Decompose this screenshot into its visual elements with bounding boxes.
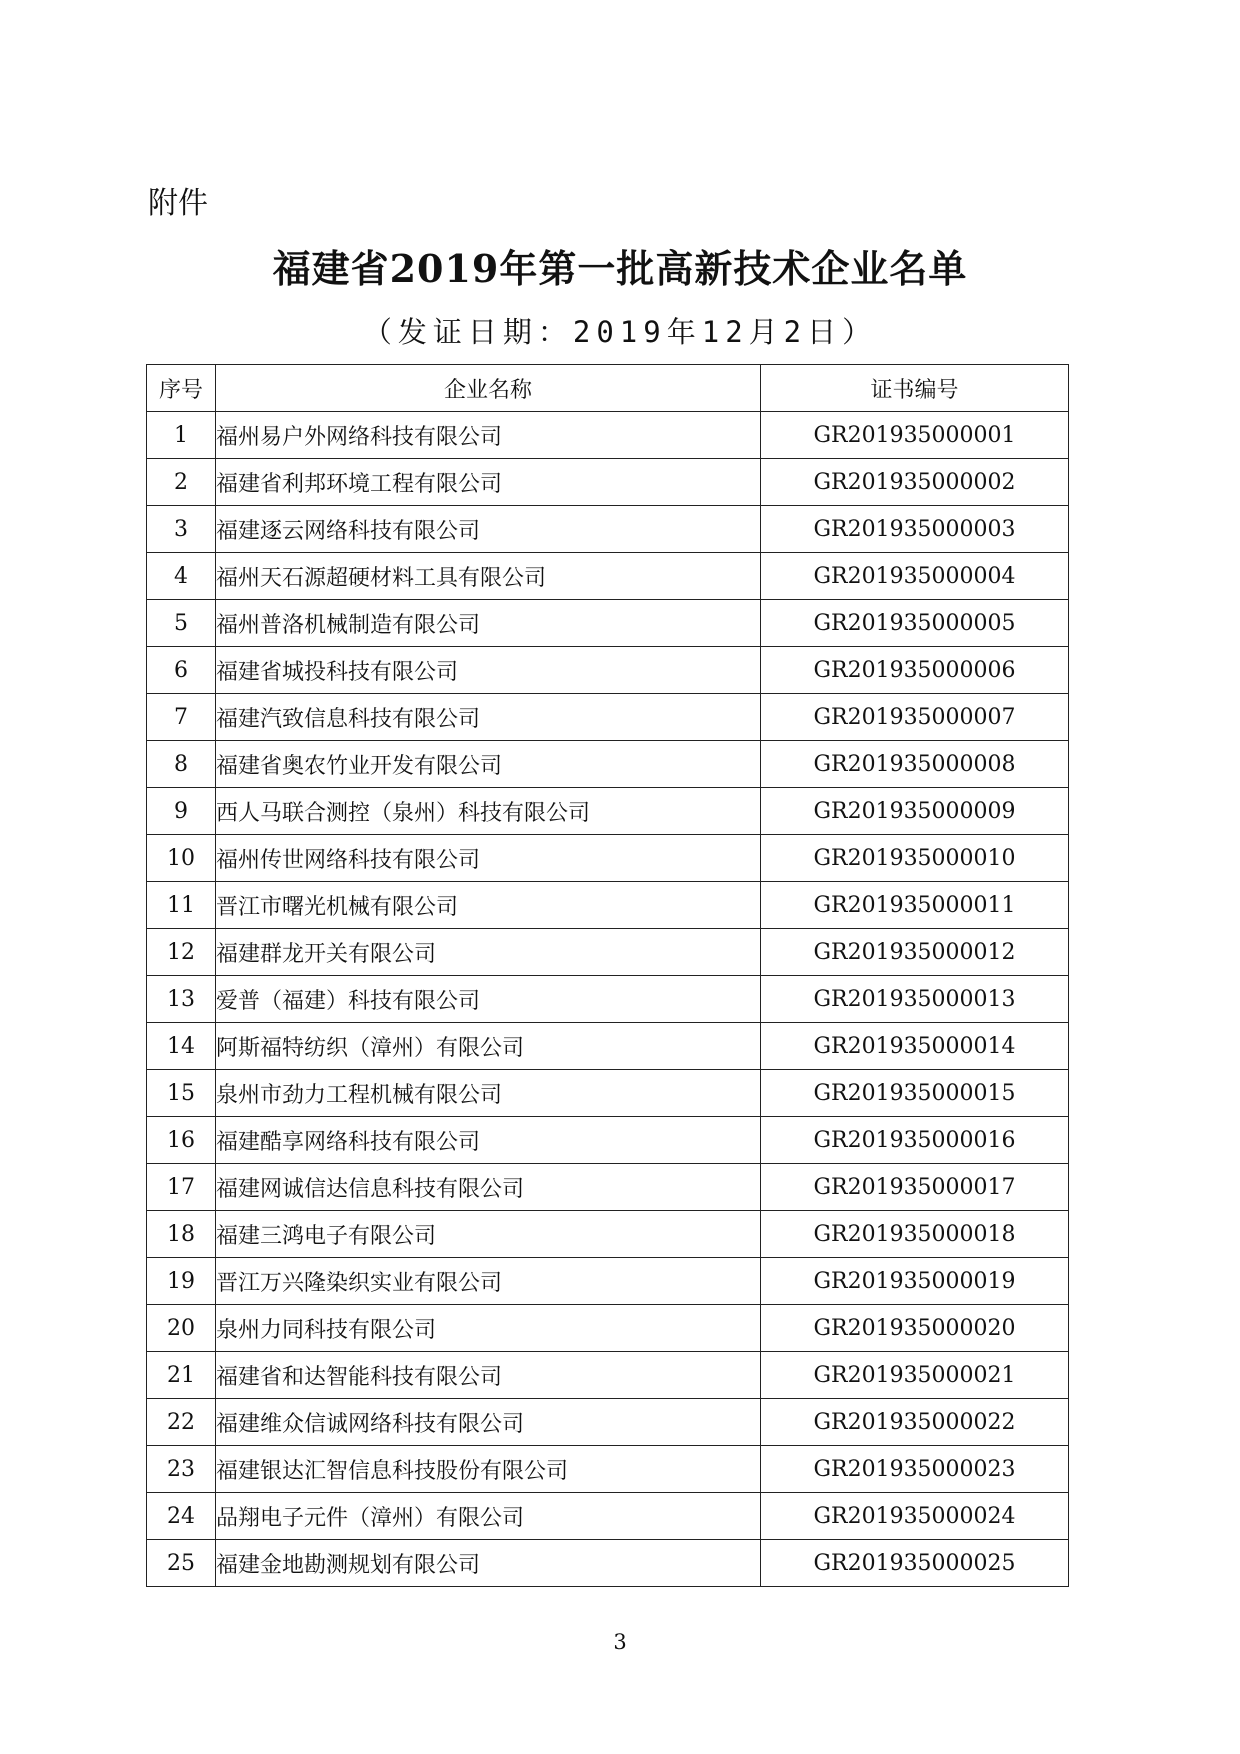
table-row (147, 1023, 1069, 1070)
table-row (147, 1305, 1069, 1352)
certificate-number: GR201935000007 (761, 694, 1069, 741)
table-row (147, 929, 1069, 976)
row-index: 25 (147, 1540, 216, 1587)
row-index: 8 (147, 741, 216, 788)
table-row (147, 506, 1069, 553)
certificate-number: GR201935000025 (761, 1540, 1069, 1587)
table-row (147, 694, 1069, 741)
certificate-number: GR201935000020 (761, 1305, 1069, 1352)
certificate-number: GR201935000015 (761, 1070, 1069, 1117)
row-index: 1 (147, 412, 216, 459)
company-name: 福建群龙开关有限公司 (216, 929, 761, 976)
company-name: 福建省和达智能科技有限公司 (216, 1352, 761, 1399)
table-row (147, 741, 1069, 788)
table-row (147, 788, 1069, 835)
company-name: 爱普（福建）科技有限公司 (216, 976, 761, 1023)
table-row (147, 1540, 1069, 1587)
table-row (147, 1258, 1069, 1305)
table-row (147, 1493, 1069, 1540)
attachment-label: 附件 (148, 186, 208, 221)
row-index: 7 (147, 694, 216, 741)
row-index: 15 (147, 1070, 216, 1117)
column-header-certificate: 证书编号 (761, 365, 1069, 412)
table-row (147, 553, 1069, 600)
row-index: 4 (147, 553, 216, 600)
row-index: 18 (147, 1211, 216, 1258)
company-name: 福建省城投科技有限公司 (216, 647, 761, 694)
certificate-number: GR201935000012 (761, 929, 1069, 976)
row-index: 19 (147, 1258, 216, 1305)
certificate-number: GR201935000006 (761, 647, 1069, 694)
company-name: 西人马联合测控（泉州）科技有限公司 (216, 788, 761, 835)
document-title: 福建省2019年第一批高新技术企业名单 (272, 246, 968, 291)
company-name: 福州传世网络科技有限公司 (216, 835, 761, 882)
certificate-number: GR201935000008 (761, 741, 1069, 788)
certificate-number: GR201935000022 (761, 1399, 1069, 1446)
row-index: 24 (147, 1493, 216, 1540)
page-number: 3 (613, 1630, 627, 1654)
table-row (147, 976, 1069, 1023)
row-index: 5 (147, 600, 216, 647)
company-name: 福建汽致信息科技有限公司 (216, 694, 761, 741)
row-index: 20 (147, 1305, 216, 1352)
table-row (147, 647, 1069, 694)
table-row (147, 459, 1069, 506)
issue-date-subtitle: （发证日期：2019年12月2日） (362, 315, 878, 349)
certificate-number: GR201935000009 (761, 788, 1069, 835)
certificate-number: GR201935000005 (761, 600, 1069, 647)
table-row (147, 412, 1069, 459)
table-row (147, 1117, 1069, 1164)
enterprise-table (146, 364, 1069, 1587)
row-index: 21 (147, 1352, 216, 1399)
certificate-number: GR201935000013 (761, 976, 1069, 1023)
company-name: 福建维众信诚网络科技有限公司 (216, 1399, 761, 1446)
table-header-row (147, 365, 1069, 412)
company-name: 晋江万兴隆染织实业有限公司 (216, 1258, 761, 1305)
company-name: 泉州力同科技有限公司 (216, 1305, 761, 1352)
certificate-number: GR201935000023 (761, 1446, 1069, 1493)
certificate-number: GR201935000011 (761, 882, 1069, 929)
row-index: 17 (147, 1164, 216, 1211)
row-index: 14 (147, 1023, 216, 1070)
company-name: 福建逐云网络科技有限公司 (216, 506, 761, 553)
certificate-number: GR201935000018 (761, 1211, 1069, 1258)
certificate-number: GR201935000019 (761, 1258, 1069, 1305)
company-name: 福建酷享网络科技有限公司 (216, 1117, 761, 1164)
certificate-number: GR201935000017 (761, 1164, 1069, 1211)
certificate-number: GR201935000010 (761, 835, 1069, 882)
certificate-number: GR201935000002 (761, 459, 1069, 506)
company-name: 福建银达汇智信息科技股份有限公司 (216, 1446, 761, 1493)
company-name: 晋江市曙光机械有限公司 (216, 882, 761, 929)
company-name: 阿斯福特纺织（漳州）有限公司 (216, 1023, 761, 1070)
company-name: 福建金地勘测规划有限公司 (216, 1540, 761, 1587)
company-name: 泉州市劲力工程机械有限公司 (216, 1070, 761, 1117)
column-header-index: 序号 (147, 365, 216, 412)
certificate-number: GR201935000003 (761, 506, 1069, 553)
table-row (147, 1352, 1069, 1399)
certificate-number: GR201935000001 (761, 412, 1069, 459)
row-index: 10 (147, 835, 216, 882)
company-name: 福建三鸿电子有限公司 (216, 1211, 761, 1258)
row-index: 22 (147, 1399, 216, 1446)
company-name: 品翔电子元件（漳州）有限公司 (216, 1493, 761, 1540)
company-name: 福州天石源超硬材料工具有限公司 (216, 553, 761, 600)
row-index: 11 (147, 882, 216, 929)
certificate-number: GR201935000016 (761, 1117, 1069, 1164)
company-name: 福州普洛机械制造有限公司 (216, 600, 761, 647)
table-row (147, 882, 1069, 929)
column-header-company: 企业名称 (216, 365, 761, 412)
table-row (147, 1070, 1069, 1117)
certificate-number: GR201935000014 (761, 1023, 1069, 1070)
certificate-number: GR201935000021 (761, 1352, 1069, 1399)
row-index: 9 (147, 788, 216, 835)
row-index: 3 (147, 506, 216, 553)
table-row (147, 600, 1069, 647)
company-name: 福州易户外网络科技有限公司 (216, 412, 761, 459)
certificate-number: GR201935000024 (761, 1493, 1069, 1540)
row-index: 6 (147, 647, 216, 694)
table-row (147, 1399, 1069, 1446)
table-row (147, 1164, 1069, 1211)
row-index: 2 (147, 459, 216, 506)
company-name: 福建省奥农竹业开发有限公司 (216, 741, 761, 788)
row-index: 13 (147, 976, 216, 1023)
table-row (147, 1446, 1069, 1493)
row-index: 23 (147, 1446, 216, 1493)
row-index: 16 (147, 1117, 216, 1164)
table-row (147, 835, 1069, 882)
table-row (147, 1211, 1069, 1258)
row-index: 12 (147, 929, 216, 976)
company-name: 福建省利邦环境工程有限公司 (216, 459, 761, 506)
certificate-number: GR201935000004 (761, 553, 1069, 600)
company-name: 福建网诚信达信息科技有限公司 (216, 1164, 761, 1211)
